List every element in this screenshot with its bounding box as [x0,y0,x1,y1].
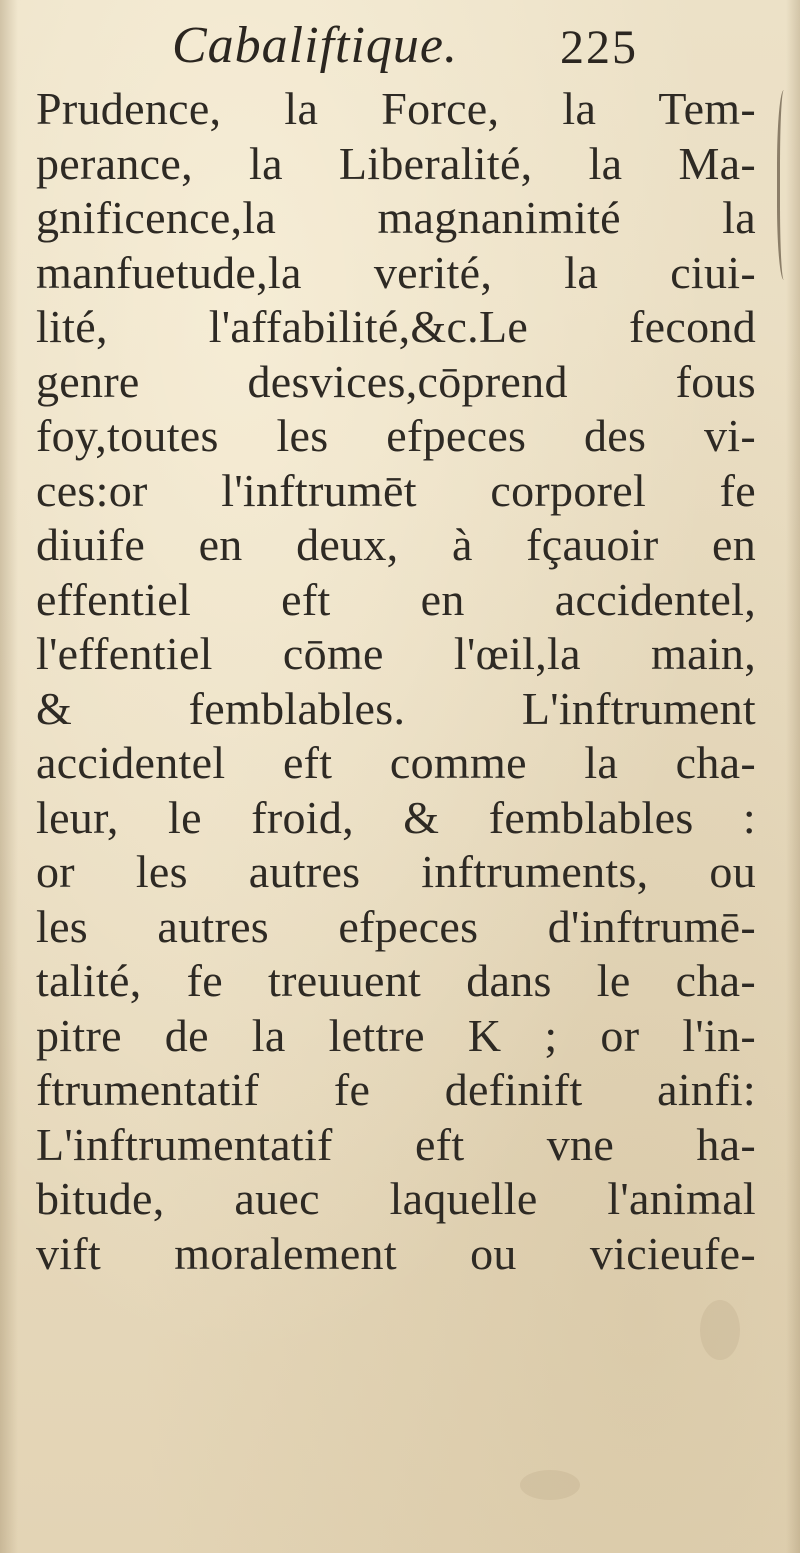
text-line: perance, la Liberalité, la Ma- [36,137,756,189]
text-line: effentiel eft en accidentel, [36,573,756,625]
text-line: or les autres inftruments, ou [36,846,756,897]
paper-stain [700,1300,740,1360]
text-line: l'effentiel cōme l'œil,la main, [36,628,756,679]
page-edge-mark [777,90,794,280]
text-line: leur, le froid, & femblables : [36,791,756,843]
text-line: pitre de la lettre K ; or l'in- [36,1009,756,1061]
page-number: 225 [560,21,638,74]
text-line: accidentel eft comme la cha- [36,737,756,788]
body-text [36,82,756,1281]
running-title: Cabaliftique. [172,17,458,74]
text-line: vift moralement ou vicieufe- [36,1227,756,1279]
text-line: diuife en deux, à fçauoir en [36,519,756,570]
text-line: lité, l'affabilité,&c.Le fecond [36,301,756,352]
text-line: manfuetude,la verité, la ciui- [36,246,756,298]
text-line: Prudence, la Force, la Tem- [36,83,756,134]
text-line: bitude, auec laquelle l'animal [36,1173,756,1224]
text-line: genre desvices,cōprend fous [36,355,756,407]
text-line: gnificence,la magnanimité la [36,192,756,243]
text-line: foy,toutes les efpeces des vi- [36,410,756,461]
text-line: talité, fe treuuent dans le cha- [36,955,756,1006]
text-line: L'inftrumentatif eft vne ha- [36,1118,756,1170]
text-line: ces:or l'inftrumēt corporel fe [36,464,756,516]
page-header [0,12,800,82]
paper-stain [520,1470,580,1500]
text-line: & femblables. L'inftrument [36,682,756,734]
text-line: les autres efpeces d'inftrumē- [36,900,756,952]
text-line: ftrumentatif fe definift ainfi: [36,1064,756,1115]
